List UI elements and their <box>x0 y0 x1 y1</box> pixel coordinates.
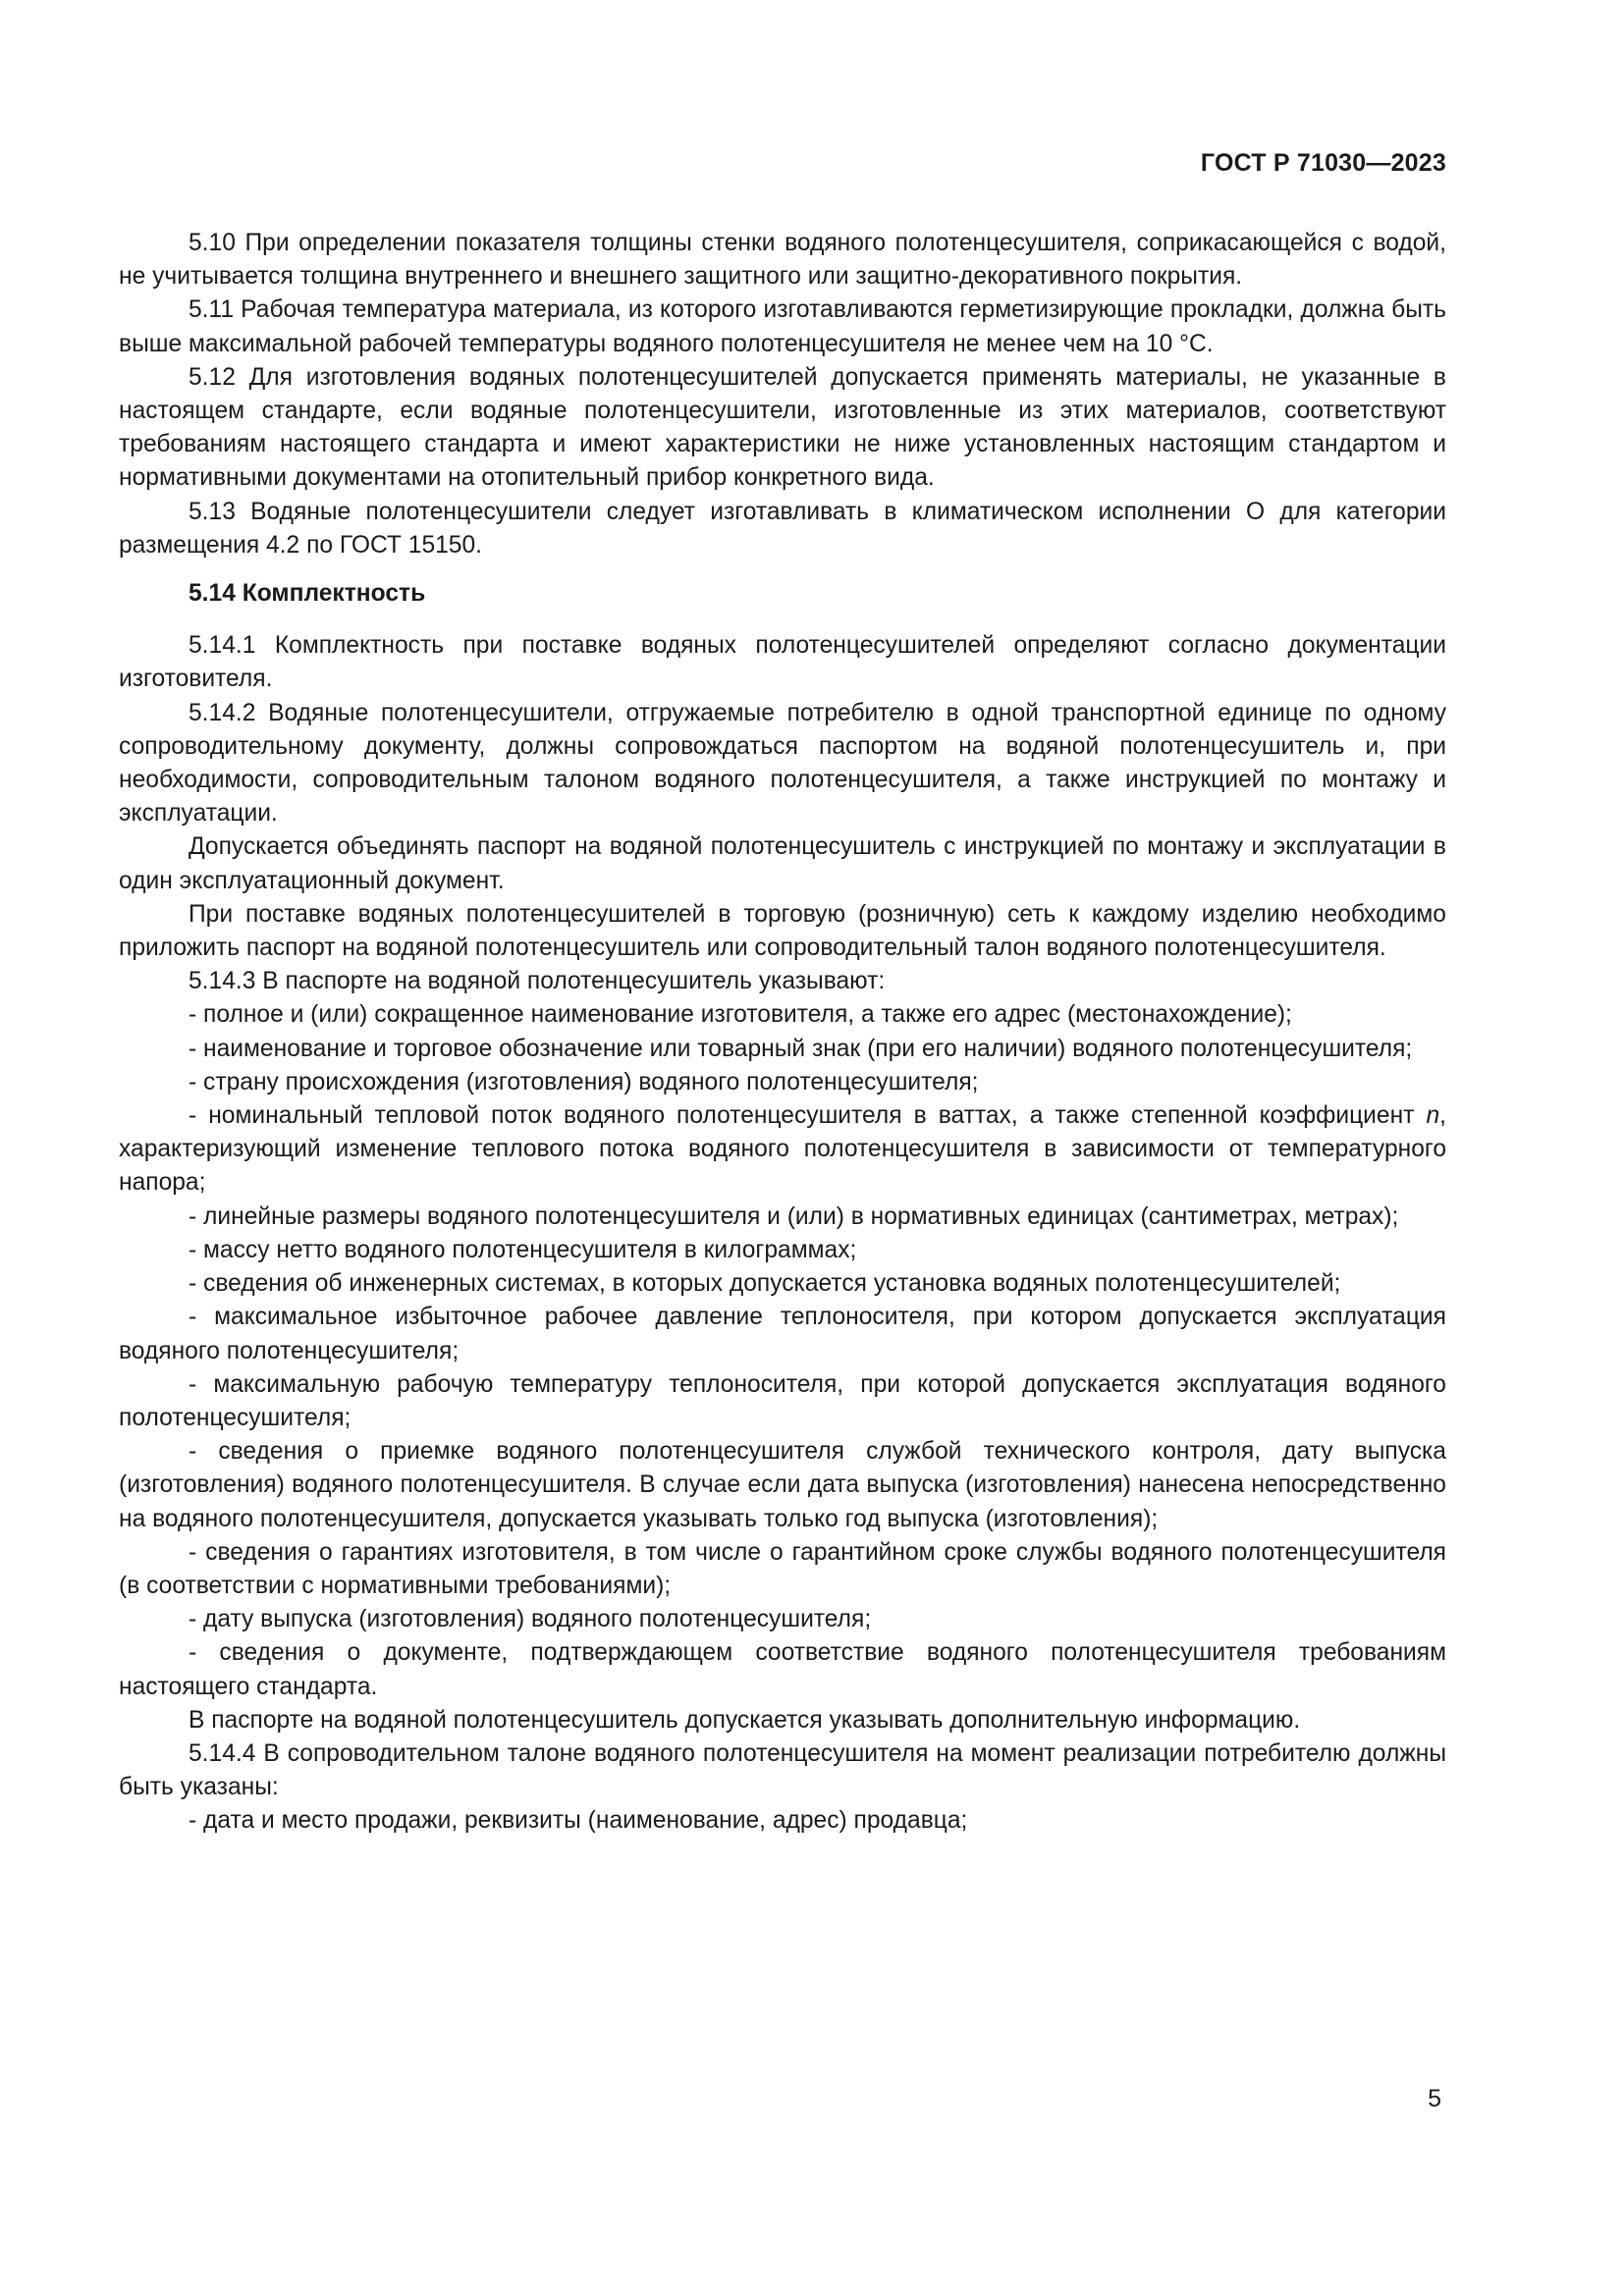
page-number: 5 <box>1428 2085 1441 2112</box>
list-item: - сведения о документе, подтверждающем соответствие водяного полотенцесушителя требованиям настоящего стандарта. <box>119 1639 1446 1700</box>
list-item: - максимальную рабочую температуру теплоносителя, при которой допускается эксплуатация водяного полотенцесушителя; <box>119 1370 1446 1431</box>
paragraph-5-10: 5.10 При определении показателя толщины стенки водяного полотенцесушителя, соприкасающейся с водой, не учитывается толщина внутреннего и внешнего защитного или защитно-декоративного покрытия. <box>119 230 1446 291</box>
list-item: - сведения о приемке водяного полотенцесушителя службой технического контроля, дату выпуска (изготовления) водяного полотенцесушителя. В случае если дата выпуска (изготовления) нанесена непосредственно на водяного полотенцесушителя, допускается указывать только год выпуска (изготовления); <box>119 1438 1446 1532</box>
paragraph-5-14-3: 5.14.3 В паспорте на водяной полотенцесушитель указывают: <box>189 968 886 995</box>
coefficient-variable: n <box>1426 1102 1440 1130</box>
paragraph-5-14-2: 5.14.2 Водяные полотенцесушители, отгружаемые потребителю в одной транспортной единице по одному сопроводительному документу, должны сопровождаться паспортом на водяной полотенцесушитель и, при необходимости, сопроводительным талоном водяного полотенцесушителя, а также инструкцией по монтажу и эксплуатации. <box>119 699 1446 828</box>
section-heading-5-14: 5.14 Комплектность <box>189 580 426 608</box>
paragraph-5-13: 5.13 Водяные полотенцесушители следует изготавливать в климатическом исполнении О для категории размещения 4.2 по ГОСТ 15150. <box>119 498 1446 559</box>
paragraph-5-11: 5.11 Рабочая температура материала, из которого изготавливаются герметизирующие прокладки, должна быть выше максимальной рабочей температуры водяного полотенцесушителя не менее чем на 10 °С. <box>119 296 1446 357</box>
list-item: - страну происхождения (изготовления) водяного полотенцесушителя; <box>189 1068 979 1095</box>
list-item-text: , характеризующий изменение теплового потока водяного полотенцесушителя в зависимости от температурного напора; <box>119 1102 1446 1197</box>
paragraph-5-12: 5.12 Для изготовления водяных полотенцесушителей допускается применять материалы, не указанные в настоящем стандарте, если водяные полотенцесушители, изготовленные из этих материалов, соответствуют требованиям настоящего стандарта и имеют характеристики не ниже установленных настоящим стандартом и нормативными документами на отопительный прибор конкретного вида. <box>119 363 1446 492</box>
list-item: - дата и место продажи, реквизиты (наименование, адрес) продавца; <box>189 1807 968 1835</box>
list-item <box>119 1099 1446 1201</box>
list-item: - сведения об инженерных системах, в которых допускается установка водяных полотенцесушителей; <box>189 1270 1341 1298</box>
list-item: - дату выпуска (изготовления) водяного полотенцесушителя; <box>189 1606 872 1633</box>
list-item: - наименование и торговое обозначение или товарный знак (при его наличии) водяного полотенцесушителя; <box>189 1035 1413 1062</box>
list-item-text: - номинальный тепловой поток водяного полотенцесушителя в ваттах, а также степенной коэффициент <box>189 1102 1427 1130</box>
paragraph-extra-info: В паспорте на водяной полотенцесушитель допускается указывать дополнительную информацию. <box>189 1706 1301 1734</box>
list-item: - максимальное избыточное рабочее давление теплоносителя, при котором допускается эксплуатация водяного полотенцесушителя; <box>119 1304 1446 1364</box>
list-item: - полное и (или) сокращенное наименование изготовителя, а также его адрес (местонахождение); <box>189 1001 1292 1029</box>
list-item: - линейные размеры водяного полотенцесушителя и (или) в нормативных единицах (сантиметрах, метрах); <box>189 1202 1399 1230</box>
paragraph-5-14-4: 5.14.4 В сопроводительном талоне водяного полотенцесушителя на момент реализации потребителю должны быть указаны: <box>119 1739 1446 1801</box>
document-body <box>119 227 1446 1839</box>
list-item: - сведения о гарантиях изготовителя, в том числе о гарантийном сроке службы водяного полотенцесушителя (в соответствии с нормативными требованиями); <box>119 1538 1446 1599</box>
document-code-header: ГОСТ Р 71030—2023 <box>1200 149 1446 177</box>
paragraph-combine-passport: Допускается объединять паспорт на водяной полотенцесушитель с инструкцией по монтажу и эксплуатации в один эксплуатационный документ. <box>119 833 1446 894</box>
paragraph-retail-supply: При поставке водяных полотенцесушителей в торговую (розничную) сеть к каждому изделию необходимо приложить паспорт на водяной полотенцесушитель или сопроводительный талон водяного полотенцесушителя. <box>119 900 1446 962</box>
paragraph-5-14-1: 5.14.1 Комплектность при поставке водяных полотенцесушителей определяют согласно документации изготовителя. <box>119 632 1446 693</box>
list-item: - массу нетто водяного полотенцесушителя в килограммах; <box>189 1236 857 1263</box>
